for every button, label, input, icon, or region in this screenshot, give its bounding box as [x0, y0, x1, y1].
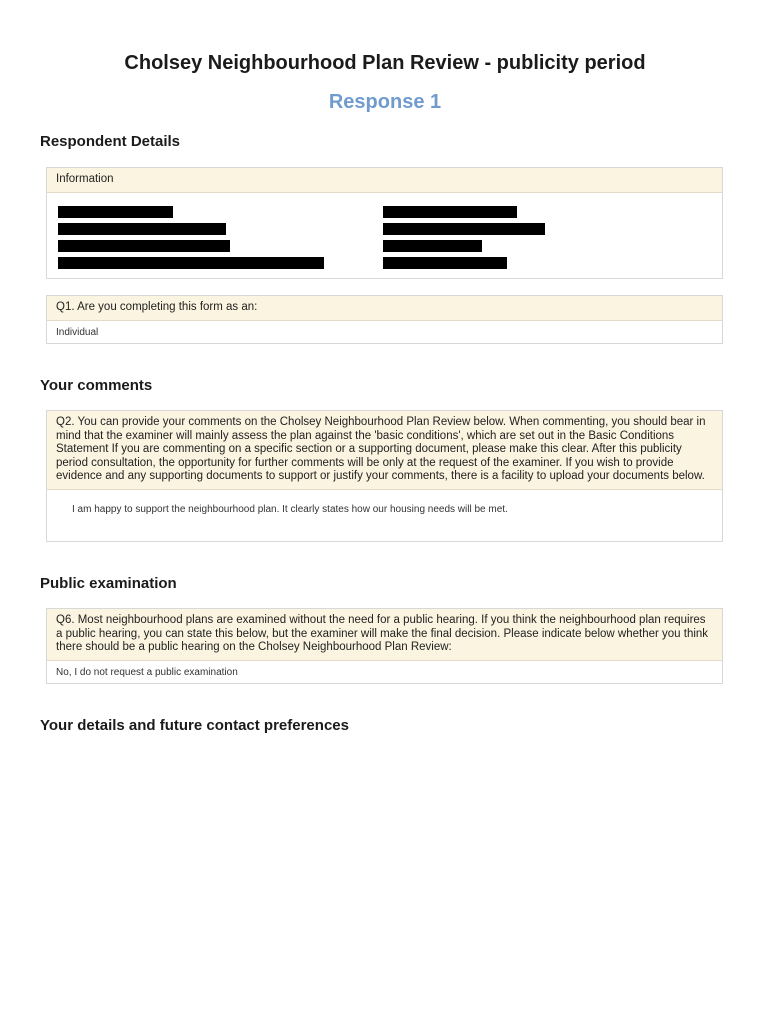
q1-answer: Individual — [56, 326, 99, 338]
page-title: Cholsey Neighbourhood Plan Review - publicity period — [124, 52, 646, 74]
redaction-bar — [58, 223, 226, 235]
q2-box — [46, 410, 723, 542]
your-comments-heading: Your comments — [40, 377, 153, 394]
redaction-bar — [383, 206, 517, 218]
respondent-details-heading: Respondent Details — [40, 133, 181, 150]
response-number: Response 1 — [328, 91, 442, 113]
q1-box — [46, 295, 723, 344]
q2-answer: I am happy to support the neighbourhood plan. It clearly states how our housing needs will be met. — [72, 503, 508, 515]
redaction-bar — [383, 257, 507, 269]
redacted-information — [47, 193, 722, 280]
information-box — [46, 167, 723, 279]
redaction-bar — [383, 223, 545, 235]
contact-preferences-heading: Your details and future contact preferences — [40, 717, 349, 734]
q2-question: Q2. You can provide your comments on the Cholsey Neighbourhood Plan Review below. When commenting, you should bear in mind that the examiner will mainly assess the plan against the 'basic conditions', which are set out in the Basic Conditions Statement If you are commenting on a specific section or a supporting document, please make this clear. After this publicity period consultation, the opportunity for further comments will be only at the request of the examiner. If you wish to provide evidence and any supporting documents to support or justify your comments, there is a facility to upload your documents below. — [47, 411, 722, 490]
information-label: Information — [47, 168, 722, 193]
redaction-bar — [58, 240, 230, 252]
redaction-bar — [58, 206, 173, 218]
q1-question: Q1. Are you completing this form as an: — [47, 296, 722, 321]
public-examination-heading: Public examination — [40, 575, 177, 592]
redaction-bar — [383, 240, 482, 252]
redaction-bar — [58, 257, 324, 269]
q6-answer: No, I do not request a public examination — [56, 666, 238, 678]
q6-question: Q6. Most neighbourhood plans are examined without the need for a public hearing. If you think the neighbourhood plan requires a public hearing, you can state this below, but the examiner will make the final decision. Please indicate below whether you think there should be a public hearing on the Cholsey Neighbourhood Plan Review: — [47, 609, 722, 661]
q6-box — [46, 608, 723, 684]
